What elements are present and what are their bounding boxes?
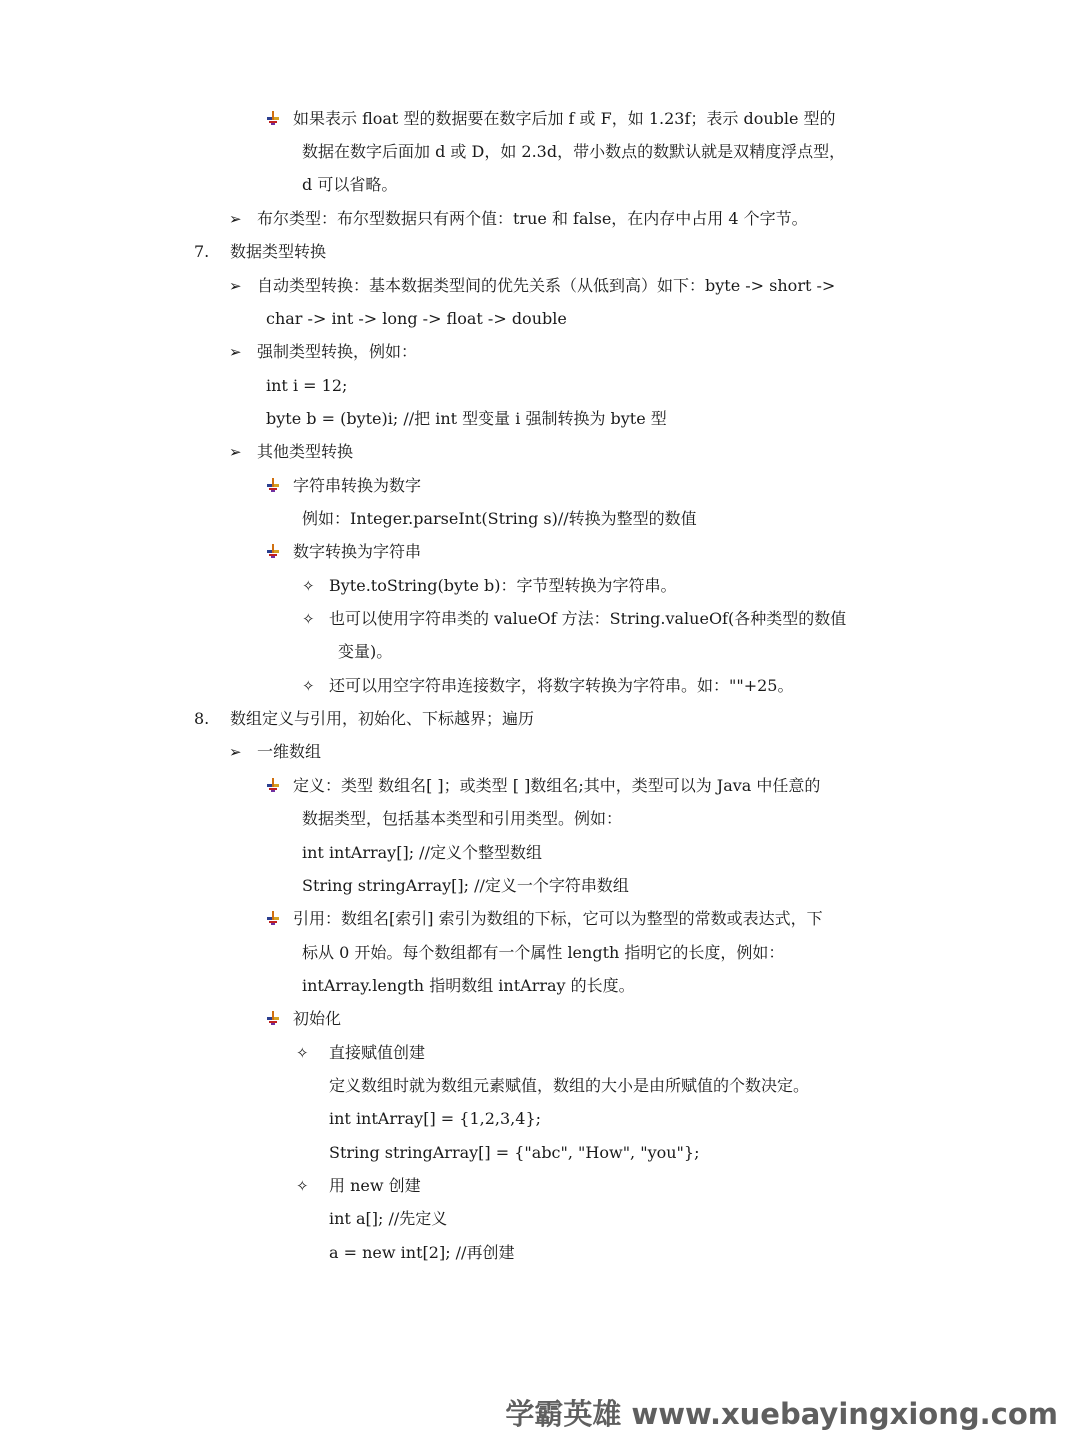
text-line: 引用：数组名[索引] 索引为数组的下标，它可以为整型的常数或表达式，下 xyxy=(293,909,823,928)
section-heading: 数据类型转换 xyxy=(230,242,327,261)
text-line: 数字转换为字符串 xyxy=(293,542,422,561)
code-line: int intArray[]; //定义个整型数组 xyxy=(302,843,542,862)
text-line: 强制类型转换，例如： xyxy=(257,342,418,361)
pin-bullet-icon xyxy=(266,1010,280,1026)
code-line: int a[]; //先定义 xyxy=(329,1209,448,1228)
arrow-bullet-icon: ➢ xyxy=(229,443,242,461)
pin-bullet-icon xyxy=(266,543,280,559)
arrow-bullet-icon: ➢ xyxy=(229,743,242,761)
arrow-bullet-icon: ➢ xyxy=(229,210,242,228)
section-number: 8. xyxy=(194,709,210,728)
text-line: char -> int -> long -> float -> double xyxy=(266,309,567,328)
arrow-bullet-icon: ➢ xyxy=(229,343,242,361)
text-line: 也可以使用字符串类的 valueOf 方法：String.valueOf(各种类型的数值 xyxy=(329,609,847,628)
text-line: 其他类型转换 xyxy=(257,442,354,461)
text-line: 还可以用空字符串连接数字，将数字转换为字符串。如：""+25。 xyxy=(329,676,794,695)
pin-bullet-icon xyxy=(266,110,280,126)
text-line: 自动类型转换：基本数据类型间的优先关系（从低到高）如下：byte -> short -> xyxy=(257,276,836,295)
diamond-bullet-icon: ✧ xyxy=(302,577,315,595)
section-heading: 数组定义与引用，初始化、下标越界；遍历 xyxy=(230,709,535,728)
text-line: 如果表示 float 型的数据要在数字后加 f 或 F，如 1.23f；表示 double 型的 xyxy=(293,109,836,128)
section-number: 7. xyxy=(194,242,210,261)
text-line: 标从 0 开始。每个数组都有一个属性 length 指明它的长度，例如： xyxy=(302,943,785,962)
text-line: 例如：Integer.parseInt(String s)//转换为整型的数值 xyxy=(302,509,697,528)
text-line: Byte.toString(byte b)：字节型转换为字符串。 xyxy=(329,576,677,595)
pin-bullet-icon xyxy=(266,910,280,926)
text-line: 一维数组 xyxy=(257,742,322,761)
site-watermark: 学霸英雄 www.xuebayingxiong.com xyxy=(505,1397,1058,1431)
text-line: 数据在数字后面加 d 或 D，如 2.3d，带小数点的数默认就是双精度浮点型， xyxy=(302,142,846,161)
code-line: String stringArray[]; //定义一个字符串数组 xyxy=(302,876,629,895)
code-line: int i = 12; xyxy=(266,376,348,395)
code-line: byte b = (byte)i; //把 int 型变量 i 强制转换为 byte 型 xyxy=(266,409,667,428)
diamond-bullet-icon: ✧ xyxy=(296,1044,309,1062)
text-line: 初始化 xyxy=(293,1009,342,1028)
diamond-bullet-icon: ✧ xyxy=(296,1177,309,1195)
pin-bullet-icon xyxy=(266,477,280,493)
text-line: 直接赋值创建 xyxy=(329,1043,426,1062)
text-line: 定义：类型 数组名[ ]；或类型 [ ]数组名;其中，类型可以为 Java 中任意的 xyxy=(293,776,821,795)
text-line: 字符串转换为数字 xyxy=(293,476,422,495)
code-line: String stringArray[] = {"abc", "How", "you"}; xyxy=(329,1143,700,1162)
diamond-bullet-icon: ✧ xyxy=(302,677,315,695)
arrow-bullet-icon: ➢ xyxy=(229,277,242,295)
text-line: intArray.length 指明数组 intArray 的长度。 xyxy=(302,976,635,995)
code-line: a = new int[2]; //再创建 xyxy=(329,1243,515,1262)
pin-bullet-icon xyxy=(266,777,280,793)
text-line: 布尔类型：布尔型数据只有两个值：true 和 false，在内存中占用 4 个字节。 xyxy=(257,209,808,228)
text-line: 变量)。 xyxy=(338,642,393,661)
text-line: 数据类型，包括基本类型和引用类型。例如： xyxy=(302,809,623,828)
code-line: int intArray[] = {1,2,3,4}; xyxy=(329,1109,542,1128)
text-line: 定义数组时就为数组元素赋值，数组的大小是由所赋值的个数决定。 xyxy=(329,1076,810,1095)
diamond-bullet-icon: ✧ xyxy=(302,610,315,628)
text-line: d 可以省略。 xyxy=(302,175,398,194)
text-line: 用 new 创建 xyxy=(329,1176,421,1195)
